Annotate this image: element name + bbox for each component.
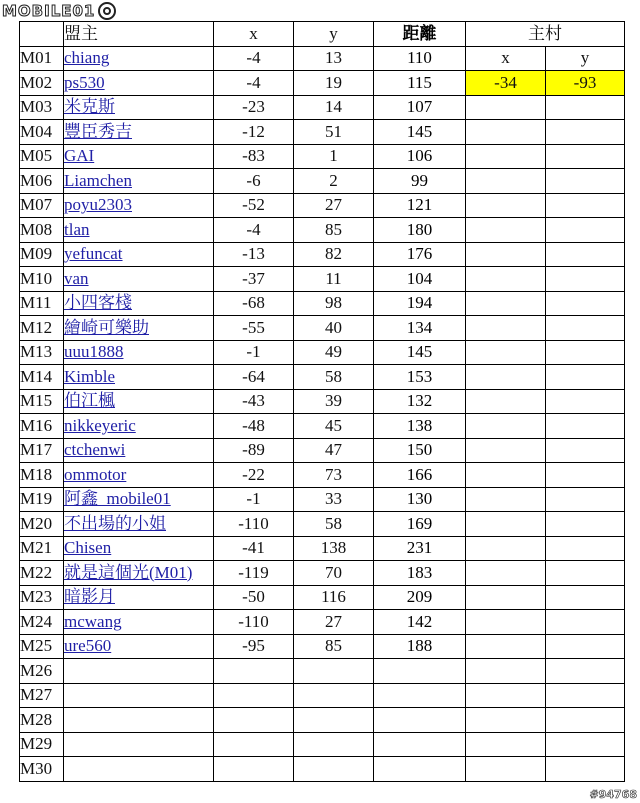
leader-cell [64,46,214,71]
empty-cell [466,536,546,561]
y-coord: 47 [294,438,374,463]
distance: 138 [374,414,466,439]
table-row [20,340,625,365]
distance: 142 [374,610,466,635]
x-coord: -89 [214,438,294,463]
empty-cell [466,487,546,512]
alliance-id: M28 [20,708,64,733]
alliance-id: M13 [20,340,64,365]
leader-cell [64,683,214,708]
alliance-id: M18 [20,463,64,488]
leader-cell [64,585,214,610]
distance [374,683,466,708]
x-coord [214,683,294,708]
x-coord: -4 [214,46,294,71]
x-coord: -110 [214,512,294,537]
empty-cell [546,365,625,390]
leader-link[interactable]: van [64,268,89,288]
alliance-id: M27 [20,683,64,708]
header-distance: 距離 [374,22,466,47]
table-row [20,365,625,390]
empty-cell [546,732,625,757]
x-coord [214,708,294,733]
leader-cell [64,634,214,659]
distance: 145 [374,340,466,365]
empty-cell [466,340,546,365]
leader-link[interactable]: ps530 [64,72,105,92]
alliance-id: M19 [20,487,64,512]
distance: 106 [374,144,466,169]
table-row [20,95,625,120]
x-coord [214,732,294,757]
distance: 153 [374,365,466,390]
alliance-id: M10 [20,267,64,292]
y-coord: 70 [294,561,374,586]
empty-cell [546,193,625,218]
empty-cell [466,561,546,586]
alliance-id: M14 [20,365,64,390]
empty-cell [466,120,546,145]
table-row [20,389,625,414]
empty-cell [546,169,625,194]
y-coord: 73 [294,463,374,488]
y-coord: 33 [294,487,374,512]
header-main-village: 主村 [466,22,625,47]
leader-cell [64,708,214,733]
distance: 104 [374,267,466,292]
leader-cell [64,95,214,120]
table-row [20,193,625,218]
logo-face-icon [98,2,116,20]
table-row [20,316,625,341]
leader-link[interactable]: poyu2303 [64,195,132,215]
y-coord: 138 [294,536,374,561]
table-row [20,585,625,610]
x-coord [214,659,294,684]
empty-cell [466,169,546,194]
leader-cell [64,487,214,512]
alliance-id: M15 [20,389,64,414]
x-coord: -68 [214,291,294,316]
distance: 132 [374,389,466,414]
alliance-id: M20 [20,512,64,537]
empty-cell [466,144,546,169]
header-y: y [294,22,374,47]
x-coord: -4 [214,71,294,96]
empty-cell [466,95,546,120]
distance [374,659,466,684]
table-row [20,46,625,71]
y-coord: 82 [294,242,374,267]
leader-link[interactable]: 不出場的小姐 [64,513,166,533]
alliance-id: M02 [20,71,64,96]
empty-cell [546,708,625,733]
alliance-id: M07 [20,193,64,218]
empty-cell [546,144,625,169]
y-coord: 14 [294,95,374,120]
y-coord: 11 [294,267,374,292]
empty-cell [466,463,546,488]
empty-cell [546,414,625,439]
table-row [20,120,625,145]
empty-cell [546,389,625,414]
distance: 231 [374,536,466,561]
y-coord [294,708,374,733]
distance: 150 [374,438,466,463]
leader-link[interactable]: yefuncat [64,244,123,264]
alliance-id: M11 [20,291,64,316]
table-row [20,610,625,635]
empty-cell [546,512,625,537]
x-coord: -83 [214,144,294,169]
alliance-id: M23 [20,585,64,610]
table-row [20,71,625,96]
y-coord [294,732,374,757]
empty-cell [466,585,546,610]
table-row [20,561,625,586]
leader-cell [64,512,214,537]
x-coord: -1 [214,340,294,365]
table-row [20,414,625,439]
empty-cell [546,438,625,463]
header-main-village-y: y [546,46,625,71]
table-row [20,634,625,659]
leader-link[interactable]: 就是這個光(M01) [64,562,193,582]
y-coord: 2 [294,169,374,194]
alliance-id: M08 [20,218,64,243]
empty-cell [466,389,546,414]
leader-link[interactable]: chiang [64,48,110,68]
leader-link[interactable]: ommotor [64,464,127,484]
empty-cell [546,561,625,586]
empty-cell [466,242,546,267]
empty-cell [466,610,546,635]
table-row [20,169,625,194]
y-coord: 58 [294,365,374,390]
leader-link[interactable]: nikkeyeric [64,415,136,435]
alliance-id: M26 [20,659,64,684]
leader-link[interactable]: Kimble [64,366,115,386]
alliance-id: M12 [20,316,64,341]
alliance-id: M05 [20,144,64,169]
alliance-id: M17 [20,438,64,463]
y-coord [294,659,374,684]
leader-link[interactable]: 阿鑫_mobile01 [64,489,171,509]
leader-cell [64,438,214,463]
x-coord: -55 [214,316,294,341]
distance: 99 [374,169,466,194]
leader-link[interactable]: Chisen [64,538,112,558]
empty-cell [466,291,546,316]
x-coord: -22 [214,463,294,488]
table-row [20,732,625,757]
y-coord: 19 [294,71,374,96]
y-coord: 39 [294,389,374,414]
x-coord [214,757,294,782]
empty-cell [546,242,625,267]
empty-cell [466,316,546,341]
y-coord: 27 [294,193,374,218]
empty-cell [466,414,546,439]
y-coord [294,757,374,782]
leader-cell [64,610,214,635]
x-coord: -43 [214,389,294,414]
alliance-id: M16 [20,414,64,439]
table-row [20,463,625,488]
distance [374,708,466,733]
y-coord: 85 [294,218,374,243]
empty-cell [546,487,625,512]
leader-cell [64,242,214,267]
leader-link[interactable]: Liamchen [64,170,132,190]
empty-cell [466,218,546,243]
empty-cell [546,120,625,145]
empty-cell [546,585,625,610]
watermark: #94768 [589,788,637,801]
alliance-id: M03 [20,95,64,120]
x-coord: -52 [214,193,294,218]
table-row [20,512,625,537]
empty-cell [466,634,546,659]
empty-cell [466,683,546,708]
alliance-id: M04 [20,120,64,145]
header-row [20,22,625,47]
distance: 145 [374,120,466,145]
alliance-distance-table [19,21,625,782]
empty-cell [466,732,546,757]
empty-cell [546,291,625,316]
x-coord: -110 [214,610,294,635]
distance: 121 [374,193,466,218]
x-coord: -64 [214,365,294,390]
x-coord: -1 [214,487,294,512]
leader-cell [64,414,214,439]
alliance-id: M29 [20,732,64,757]
y-coord: 98 [294,291,374,316]
leader-link[interactable]: uuu1888 [64,342,124,362]
table-row [20,242,625,267]
x-coord: -95 [214,634,294,659]
empty-cell [546,634,625,659]
empty-cell [546,340,625,365]
leader-cell [64,365,214,390]
leader-link[interactable]: GAI [64,146,95,166]
leader-cell [64,389,214,414]
y-coord: 85 [294,634,374,659]
leader-cell [64,561,214,586]
empty-cell [546,218,625,243]
leader-link[interactable]: 繪崎可樂助 [64,317,149,337]
distance: 169 [374,512,466,537]
leader-cell [64,536,214,561]
table-row [20,218,625,243]
y-coord: 58 [294,512,374,537]
y-coord: 51 [294,120,374,145]
y-coord: 1 [294,144,374,169]
leader-link[interactable]: 豐臣秀吉 [64,121,132,141]
empty-cell [546,267,625,292]
empty-cell [466,659,546,684]
x-coord: -50 [214,585,294,610]
x-coord: -13 [214,242,294,267]
table-row [20,659,625,684]
table-row [20,267,625,292]
empty-cell [466,438,546,463]
header-x: x [214,22,294,47]
empty-cell [546,536,625,561]
table-row [20,487,625,512]
leader-cell [64,267,214,292]
empty-cell [466,365,546,390]
table-row [20,144,625,169]
header-leader: 盟主 [64,22,214,47]
x-coord: -41 [214,536,294,561]
leader-cell [64,169,214,194]
empty-cell [546,95,625,120]
leader-cell [64,340,214,365]
empty-cell [466,267,546,292]
distance: 183 [374,561,466,586]
y-coord: 49 [294,340,374,365]
empty-cell [546,463,625,488]
distance [374,757,466,782]
distance: 110 [374,46,466,71]
empty-cell [546,610,625,635]
alliance-id: M22 [20,561,64,586]
y-coord: 40 [294,316,374,341]
empty-cell [466,193,546,218]
x-coord: -4 [214,218,294,243]
x-coord: -37 [214,267,294,292]
alliance-id: M06 [20,169,64,194]
logo-text: MOBILE01 [2,2,96,20]
leader-link[interactable]: 暗影月 [64,587,115,607]
y-coord: 116 [294,585,374,610]
distance: 209 [374,585,466,610]
leader-link[interactable]: 米克斯 [64,97,115,117]
main-village-y: -93 [546,71,625,96]
x-coord: -6 [214,169,294,194]
distance: 176 [374,242,466,267]
empty-cell [546,316,625,341]
x-coord: -12 [214,120,294,145]
leader-cell [64,463,214,488]
empty-cell [466,708,546,733]
leader-cell [64,659,214,684]
leader-link[interactable]: 伯江楓 [64,391,115,411]
empty-cell [546,757,625,782]
alliance-id: M25 [20,634,64,659]
leader-cell [64,316,214,341]
y-coord: 13 [294,46,374,71]
table-row [20,291,625,316]
leader-link[interactable]: ctchenwi [64,440,126,460]
x-coord: -23 [214,95,294,120]
table-row [20,438,625,463]
y-coord: 45 [294,414,374,439]
leader-link[interactable]: tlan [64,219,90,239]
table-row [20,683,625,708]
leader-link[interactable]: mcwang [64,611,122,631]
mobile01-logo [2,1,116,21]
leader-link[interactable]: ure560 [64,636,112,656]
empty-cell [466,757,546,782]
table-row [20,708,625,733]
leader-cell [64,144,214,169]
distance: 134 [374,316,466,341]
distance: 166 [374,463,466,488]
header-id-cell [20,22,64,47]
distance [374,732,466,757]
table-body [20,22,625,782]
distance: 130 [374,487,466,512]
table-row [20,536,625,561]
leader-cell [64,71,214,96]
distance: 180 [374,218,466,243]
leader-cell [64,757,214,782]
empty-cell [546,659,625,684]
y-coord [294,683,374,708]
leader-cell [64,291,214,316]
leader-cell [64,732,214,757]
y-coord: 27 [294,610,374,635]
distance: 115 [374,71,466,96]
x-coord: -48 [214,414,294,439]
alliance-id: M21 [20,536,64,561]
alliance-id: M09 [20,242,64,267]
alliance-id: M01 [20,46,64,71]
leader-cell [64,218,214,243]
distance: 107 [374,95,466,120]
leader-link[interactable]: 小四客棧 [64,293,132,313]
leader-cell [64,193,214,218]
empty-cell [466,512,546,537]
distance: 188 [374,634,466,659]
distance: 194 [374,291,466,316]
empty-cell [546,683,625,708]
leader-cell [64,120,214,145]
header-main-village-x: x [466,46,546,71]
alliance-id: M24 [20,610,64,635]
alliance-id: M30 [20,757,64,782]
main-village-x: -34 [466,71,546,96]
table-row [20,757,625,782]
x-coord: -119 [214,561,294,586]
